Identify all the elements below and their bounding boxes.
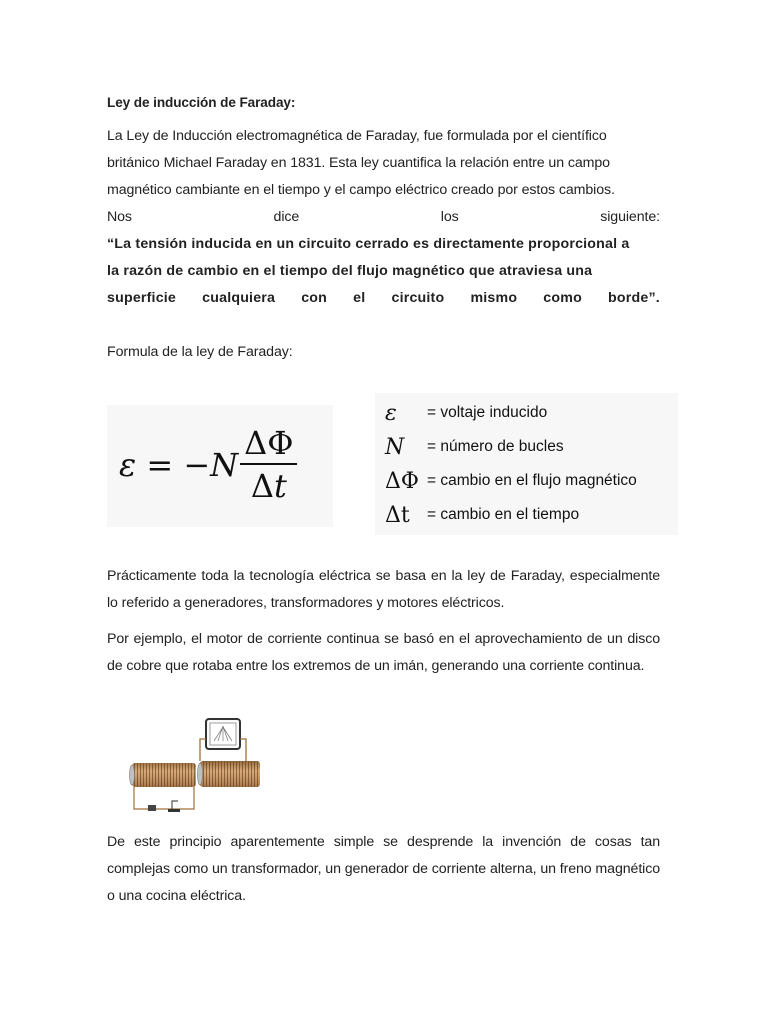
motor-paragraph: Por ejemplo, el motor de corriente continua se basó en el aprovechamiento de un disco de cobre que rotaba entre los extremos de un imán, generando una corriente continua.: [107, 631, 660, 674]
law-quote: [107, 231, 660, 312]
legend-text: = voltaje inducido: [427, 404, 548, 421]
legend-symbol: ε: [385, 400, 397, 426]
formula-emf: ε: [119, 446, 137, 484]
formula-denominator: Δt: [250, 467, 287, 505]
formula-legend: [375, 393, 678, 535]
word: circuito: [391, 290, 445, 306]
word: superficie: [107, 290, 177, 306]
word: borde”.: [608, 290, 660, 306]
secondary-coil: [200, 761, 260, 787]
formula-fraction: [240, 425, 297, 505]
word: mismo: [470, 290, 518, 306]
legend-row: [385, 430, 564, 464]
coil-galvanometer-icon: [128, 717, 280, 817]
word: cualquiera: [202, 290, 276, 306]
legend-text: = número de bucles: [427, 438, 564, 455]
formula-numerator: ΔΦ: [240, 425, 297, 465]
formula-intro: Formula de la ley de Faraday:: [107, 344, 293, 360]
intro-last-line: [107, 204, 660, 231]
legend-row: [385, 498, 579, 532]
intro-line: británico Michael Faraday en 1831. Esta ley cuantifica la relación entre un campo: [107, 155, 610, 171]
quote-line: “La tensión inducida en un circuito cerrado es directamente proporcional a: [107, 236, 630, 252]
legend-symbol: ΔΦ: [385, 468, 419, 494]
legend-text: = cambio en el tiempo: [427, 506, 580, 523]
formula-t: t: [273, 467, 287, 505]
word: dice: [273, 209, 300, 225]
formula-equals-minus: = −: [136, 446, 211, 484]
quote-last-line: [107, 285, 660, 312]
word: los: [440, 209, 459, 225]
intro-paragraph: [107, 123, 660, 312]
formula-image: [107, 405, 333, 527]
word: siguiente:: [600, 209, 660, 225]
closing-paragraph: De este principio aparentemente simple se desprende la invención de cosas tan complejas como un transformador, un generador de corriente alterna, un freno magnético o una cocina eléctrica.: [107, 834, 660, 904]
section-heading: Ley de inducción de Faraday:: [107, 95, 296, 110]
primary-coil: [132, 763, 196, 787]
intro-line: magnético cambiante en el tiempo y el campo eléctrico creado por estos cambios.: [107, 182, 615, 198]
legend-symbol: N: [385, 434, 405, 460]
technology-paragraph: Prácticamente toda la tecnología eléctrica se basa en la ley de Faraday, especialmente lo referido a generadores, transformadores y motores eléctricos.: [107, 568, 660, 611]
legend-text: = cambio en el flujo magnético: [427, 472, 637, 489]
word: con: [301, 290, 328, 306]
faraday-formula: [119, 425, 297, 505]
formula-n: N: [210, 446, 239, 484]
legend-row: [385, 464, 637, 498]
legend-symbol: Δt: [385, 502, 410, 528]
word: el: [353, 290, 366, 306]
quote-line: la razón de cambio en el tiempo del flujo magnético que atraviesa una: [107, 263, 593, 279]
legend-row: [385, 396, 547, 430]
word: como: [543, 290, 582, 306]
intro-line: La Ley de Inducción electromagnética de Faraday, fue formulada por el científico: [107, 128, 607, 144]
word: Nos: [107, 209, 132, 225]
